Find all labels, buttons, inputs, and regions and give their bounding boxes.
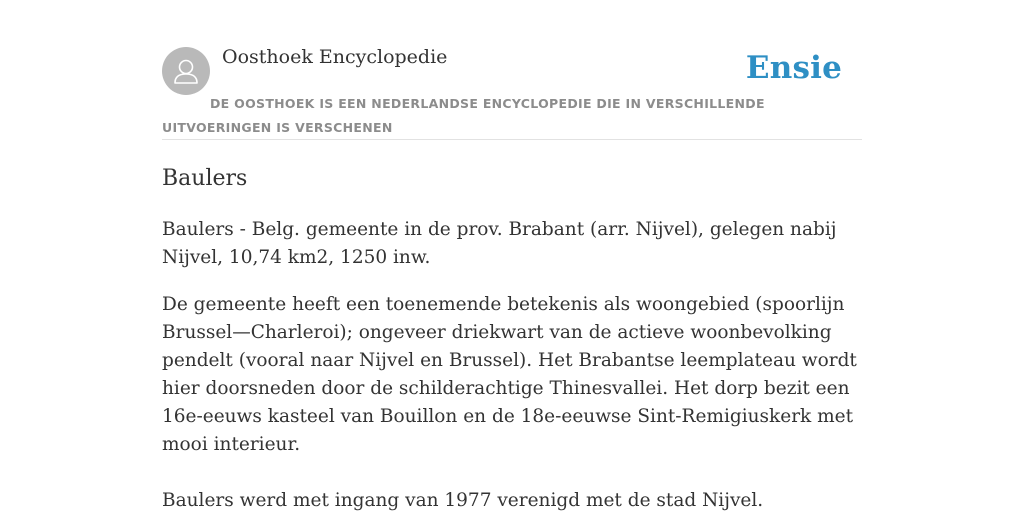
avatar[interactable]: [162, 47, 210, 95]
article-paragraph: De gemeente heeft een toenemende betekenis als woongebied (spoorlijn Brussel—Charleroi); ongeveer driekwart van de actieve woonbevolking pendelt (vooral naar Nijvel en Brussel). Het Brabantse leemplateau wordt hier doorsneden door de schilderachtige Thinesvallei. Het dorp bezit een 16e-eeuws kasteel van Bouillon en de 18e-eeuwse Sint-Remigiuskerk met mooi interieur.: [162, 294, 857, 455]
article-paragraph: Baulers werd met ingang van 1977 verenigd met de stad Nijvel.: [162, 490, 764, 511]
brand-logo[interactable]: Ensie: [745, 50, 842, 86]
article: [162, 163, 862, 515]
article-paragraph: Baulers - Belg. gemeente in de prov. Brabant (arr. Nijvel), gelegen nabij Nijvel, 10,74 km2, 1250 inw.: [162, 219, 837, 268]
article-title: Baulers: [162, 166, 248, 191]
site-header: [162, 44, 862, 140]
site-name[interactable]: Oosthoek Encyclopedie: [222, 46, 448, 68]
header-divider: [162, 139, 862, 140]
site-tagline: DE OOSTHOEK IS EEN NEDERLANDSE ENCYCLOPEDIE DIE IN VERSCHILLENDE UITVOERINGEN IS VERSCHENEN: [162, 96, 765, 135]
user-icon: [162, 47, 210, 95]
